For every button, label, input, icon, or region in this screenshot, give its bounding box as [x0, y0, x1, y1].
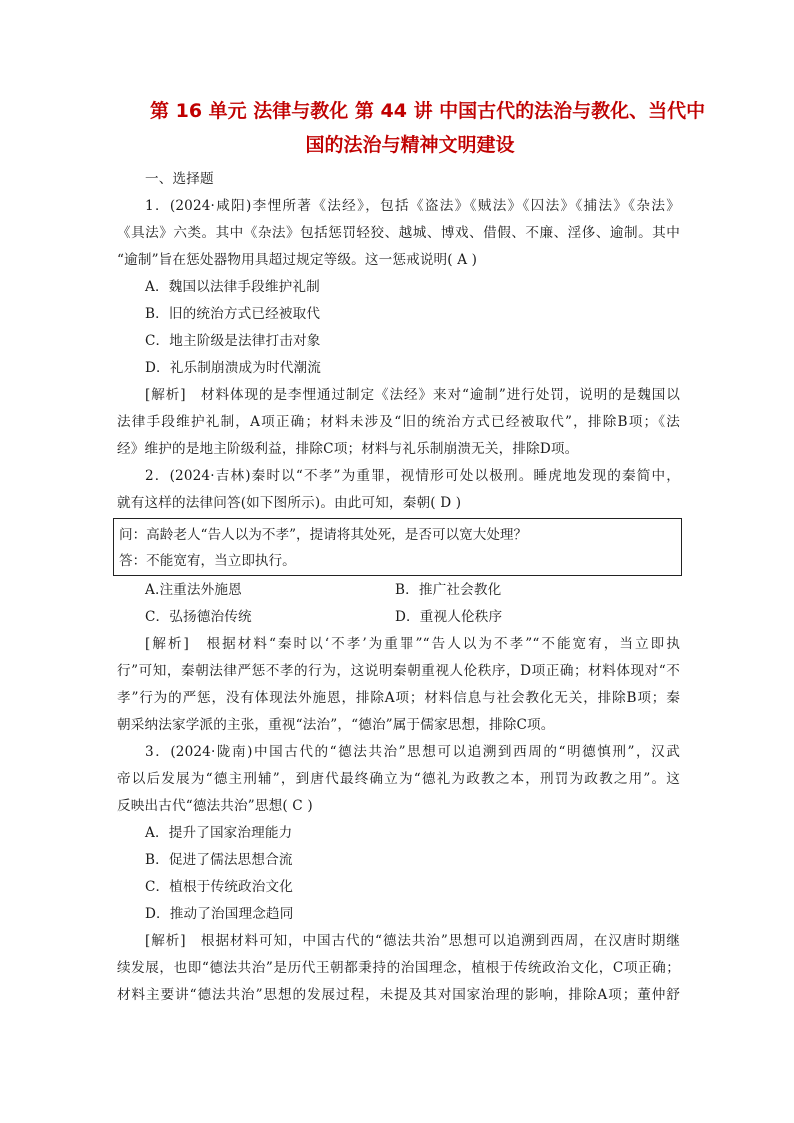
q1-stem-line: 《具法》六类。其中《杂法》包括惩罚轻狡、越城、博戏、借假、不廉、淫侈、逾制。其中: [117, 225, 680, 241]
q1-stem-line: 1．(2024·咸阳)李悝所著《法经》，包括《盗法》《贼法》《囚法》《捕法》《杂法》: [145, 198, 680, 214]
q1-option-d: D．礼乐制崩溃成为时代潮流: [145, 360, 321, 376]
q2-option-a: A.注重法外施恩: [145, 582, 242, 598]
q3-analysis-line: 材料主要讲“德法共治”思想的发展过程，未提及其对国家治理的影响，排除A项；董仲舒: [117, 987, 680, 1003]
q2-box-question: 问：高龄老人“告人以为不孝”，提请将其处死，是否可以宽大处理？: [119, 527, 528, 543]
q2-analysis-line: 朝采纳法家学派的主张，重视“法治”，“德治”属于儒家思想，排除C项。: [117, 717, 555, 733]
q3-stem-line: 反映出古代“德法共治”思想( C ): [117, 798, 313, 814]
page-title-line-1: 第 16 单元 法律与教化 第 44 讲 中国古代的法治与教化、当代中: [150, 100, 706, 122]
q2-option-d: D．重视人伦秩序: [395, 609, 503, 625]
q2-analysis-line: [解析] 根据材料“秦时以‘不孝’为重罪”“告人以为不孝”“不能宽宥，当立即执: [145, 636, 680, 652]
q2-analysis-line: 孝”行为的严惩，没有体现法外施恩，排除A项；材料信息与社会教化无关，排除B项；秦: [117, 690, 680, 706]
q1-option-a: A．魏国以法律手段维护礼制: [145, 279, 320, 295]
page-title-line-2: 国的法治与精神文明建设: [305, 134, 515, 156]
q2-stem-line: 就有这样的法律问答(如下图所示)。由此可知，秦朝( D ): [117, 495, 462, 511]
q3-analysis-line: 续发展，也即“德法共治”是历代王朝都秉持的治国理念，植根于传统政治文化，C项正确；: [117, 960, 680, 976]
q2-stem-line: 2．(2024·吉林)秦时以“不孝”为重罪，视情形可处以极刑。睡虎地发现的秦简中，: [145, 468, 680, 484]
q3-option-c: C．植根于传统政治文化: [145, 879, 293, 895]
q2-material-box: [113, 518, 682, 576]
q3-option-a: A．提升了国家治理能力: [145, 825, 293, 841]
q3-stem-line: 帝以后发展为“德主刑辅”，到唐代最终确立为“德礼为政教之本，刑罚为政教之用”。这: [117, 771, 680, 787]
q1-option-b: B．旧的统治方式已经被取代: [145, 306, 321, 322]
q3-option-b: B．促进了儒法思想合流: [145, 852, 293, 868]
q2-option-b: B．推广社会教化: [395, 582, 502, 598]
q1-option-c: C．地主阶级是法律打击对象: [145, 333, 321, 349]
q1-analysis-line: 法律手段维护礼制，A项正确；材料未涉及“旧的统治方式已经被取代”，排除B项；《法: [117, 414, 680, 430]
q2-analysis-line: 行”可知，秦朝法律严惩不孝的行为，这说明秦朝重视人伦秩序，D项正确；材料体现对“不: [117, 663, 680, 679]
q1-stem-line: “逾制”旨在惩处器物用具超过规定等级。这一惩戒说明( A ): [117, 252, 478, 268]
q3-option-d: D．推动了治国理念趋同: [145, 906, 294, 922]
q3-stem-line: 3．(2024·陇南)中国古代的“德法共治”思想可以追溯到西周的“明德慎刑”，汉武: [145, 744, 680, 760]
q1-analysis-line: 经》维护的是地主阶级利益，排除C项；材料与礼乐制崩溃无关，排除D项。: [117, 441, 579, 457]
q1-analysis-line: [解析] 材料体现的是李悝通过制定《法经》来对“逾制”进行处罚，说明的是魏国以: [145, 387, 680, 403]
q2-option-c: C．弘扬德治传统: [145, 609, 252, 625]
q3-analysis-line: [解析] 根据材料可知，中国古代的“德法共治”思想可以追溯到西周，在汉唐时期继: [145, 933, 680, 949]
q2-box-answer: 答：不能宽宥，当立即执行。: [119, 553, 296, 569]
section-heading: 一、选择题: [145, 171, 214, 187]
